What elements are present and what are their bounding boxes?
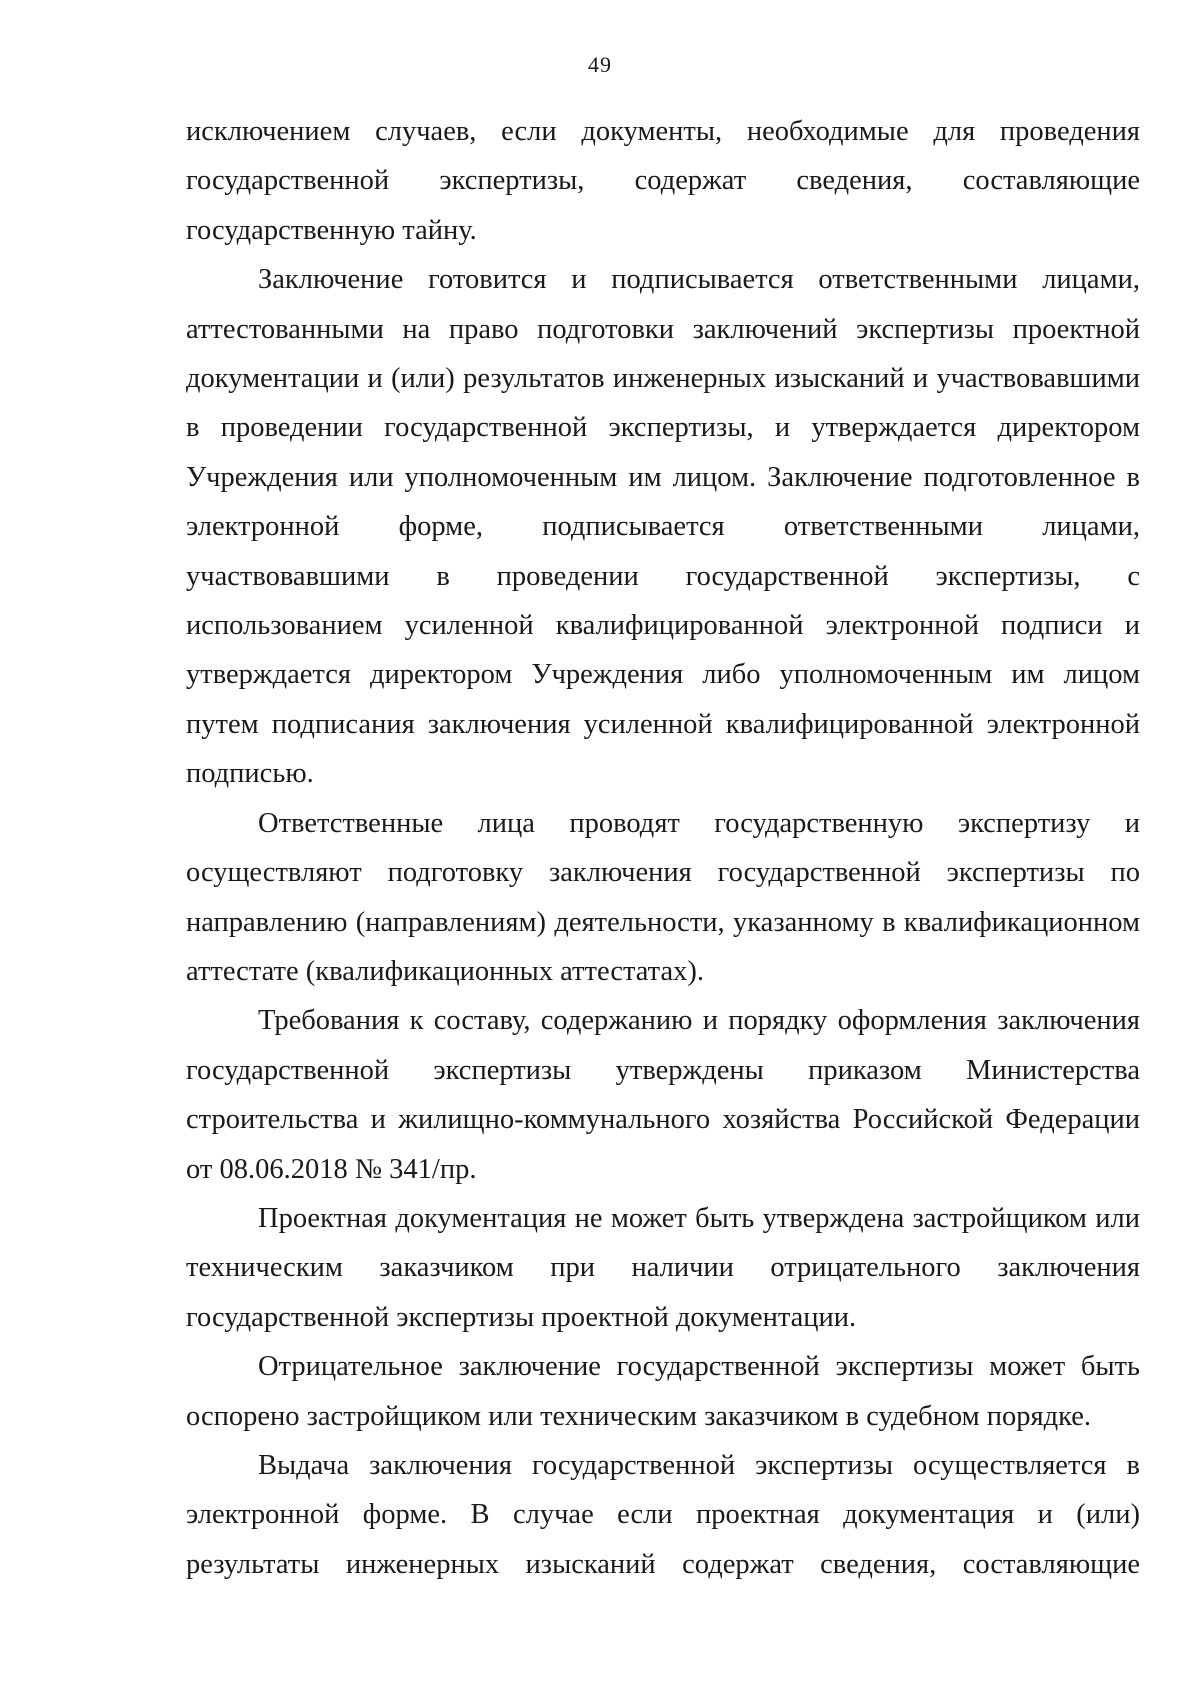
paragraph-negative-conclusion: Отрицательное заключение государственной экспертизы может быть оспорено застройщиком или техническим заказчиком в судебном порядке. [186,1351,1140,1432]
paragraph-continuation: исключением случаев, если документы, необходимые для проведения государственной экспертизы, содержат сведения, составляющие государственную тайну. [186,116,1140,246]
document-body [186,107,1140,1589]
page-number: 49 [588,52,612,77]
paragraph-approval-restriction: Проектная документация не может быть утверждена застройщиком или техническим заказчиком при наличии отрицательного заключения государственной экспертизы проектной документации. [186,1202,1140,1333]
paragraph-responsible-persons: Ответственные лица проводят государственную экспертизу и осуществляют подготовку заключения государственной экспертизы по направлению (направлениям) деятельности, указанному в квалификационном аттестате (квалификационных аттестатах). [186,807,1140,987]
paragraph-conclusion-signing: Заключение готовится и подписывается ответственными лицами, аттестованными на право подготовки заключений экспертизы проектной документации и (или) результатов инженерных изысканий и участвовавшими в проведении государственной экспертизы, и утверждается директором Учреждения или уполномоченным им лицом. Заключение подготовленное в электронной форме, подписывается ответственными лицами, участвовавшими в проведении государственной экспертизы, с использованием усиленной квалифицированной электронной подписи и утверждается директором Учреждения либо уполномоченным им лицом путем подписания заключения усиленной квалифицированной электронной подписью. [186,264,1140,790]
paragraph-issuance: Выдача заключения государственной экспертизы осуществляется в электронной форме. В случае если проектная документация и (или) результаты инженерных изысканий содержат сведения, составляющие [186,1449,1140,1580]
paragraph-requirements: Требования к составу, содержанию и порядку оформления заключения государственной экспертизы утверждены приказом Министерства строительства и жилищно-коммунального хозяйства Российской Федерации от 08.06.2018 № 341/пр. [186,1005,1140,1185]
